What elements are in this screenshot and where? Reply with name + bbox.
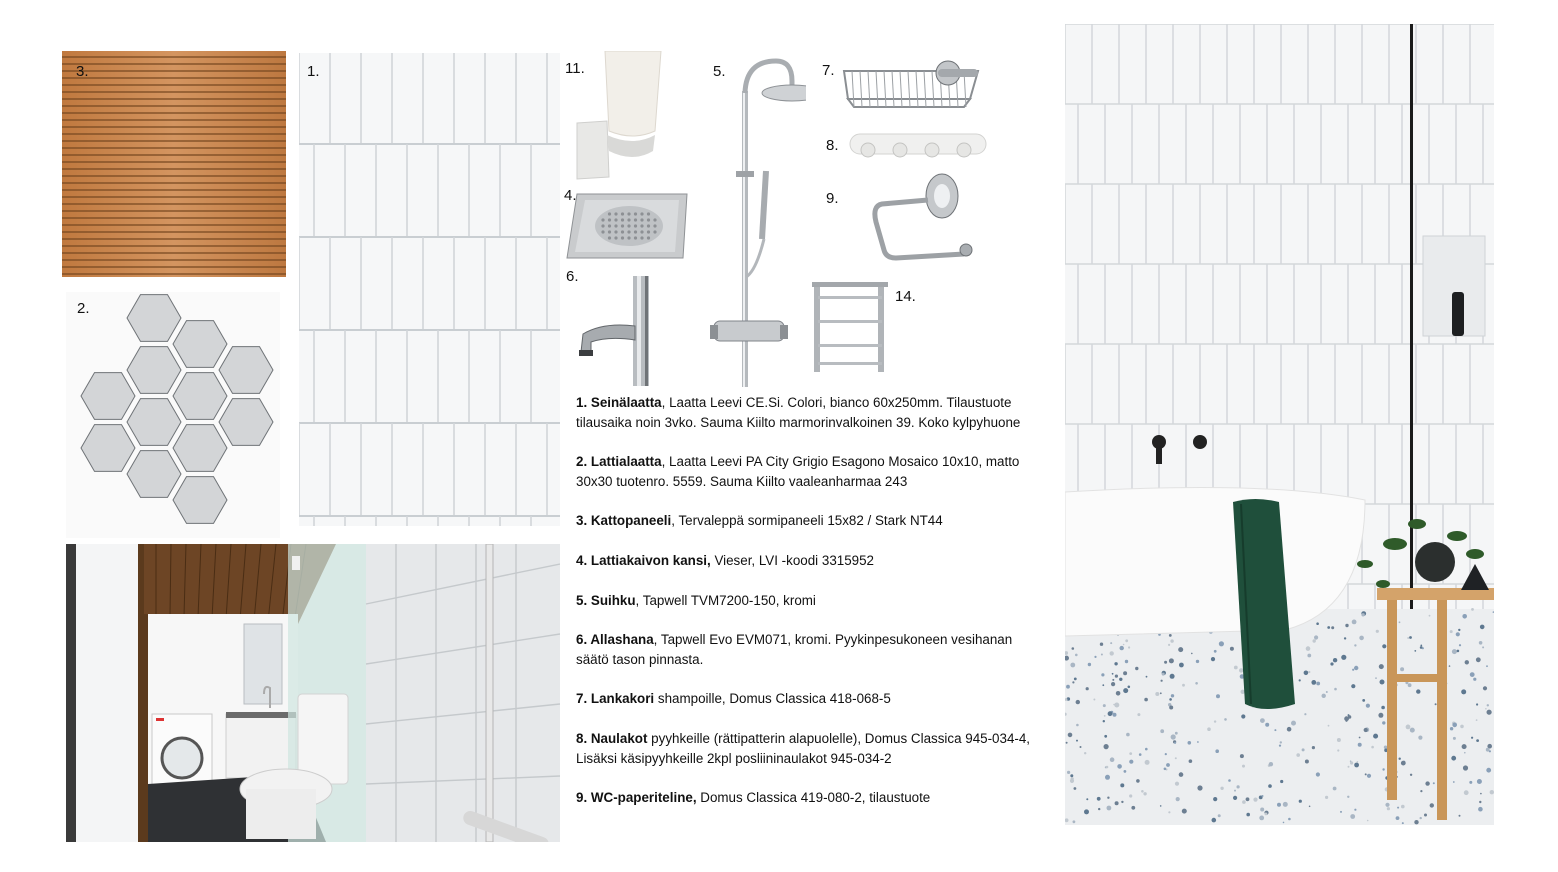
drain-cover-product	[563, 186, 689, 266]
hooks-image	[824, 128, 990, 162]
paper-holder-image	[824, 166, 990, 280]
wire-basket-product	[820, 51, 990, 121]
spec-item: 6. Allashana, Tapwell Evo EVM071, kromi. Pyykinpesukoneen vesihanan säätö tason pinnasta.	[576, 632, 1013, 667]
label-tap: 6.	[566, 268, 579, 285]
drain-cover-image	[563, 186, 689, 266]
spec-list	[576, 393, 1036, 828]
label-shower: 5.	[713, 63, 726, 80]
towel-rail-product	[804, 274, 934, 376]
label-hooks: 8.	[826, 137, 839, 154]
spec-item: 2. Lattialaatta, Laatta Leevi PA City Grigio Esagono Mosaico 10x10, matto 30x30 tuotenro. 5559. Sauma Kiilto vaaleanharmaa 243	[576, 454, 1020, 489]
spec-item: 9. WC-paperiteline, Domus Classica 419-080-2, tilaustuote	[576, 790, 931, 806]
floor-tile-swatch	[66, 292, 280, 538]
wall-tile-image	[299, 53, 560, 526]
basin-tap-image	[563, 266, 693, 386]
label-basket: 7.	[822, 62, 835, 79]
floor-tile-image	[66, 292, 280, 538]
basin-tap-product	[563, 266, 693, 386]
label-wall: 1.	[307, 63, 320, 80]
label-floor: 2.	[77, 300, 90, 317]
spec-item: 5. Suihku, Tapwell TVM7200-150, kromi	[576, 592, 816, 608]
shower-product	[706, 51, 806, 387]
label-paper: 9.	[826, 190, 839, 207]
label-towel: 14.	[895, 288, 916, 305]
ceiling-panel-swatch	[62, 51, 286, 277]
paper-holder-product	[824, 166, 990, 280]
label-light: 11.	[565, 60, 585, 77]
spec-item: 3. Kattopaneeli, Tervaleppä sormipaneeli 15x82 / Stark NT44	[576, 513, 943, 529]
spec-item: 8. Naulakot pyyhkeille (rättipatterin alapuolelle), Domus Classica 945-034-4, Lisäksi käsipyyhkeille 2kpl posliininaulakot 945-034-2	[576, 730, 1031, 766]
inspiration-photo	[1065, 24, 1494, 825]
inspiration-photo-image	[1065, 24, 1494, 825]
bathroom-render-image	[66, 544, 560, 842]
bathroom-render	[66, 544, 560, 842]
spec-item: 4. Lattiakaivon kansi, Vieser, LVI -koodi 3315952	[576, 552, 875, 568]
wall-light-product	[563, 51, 673, 181]
label-ceiling: 3.	[76, 63, 89, 80]
wire-basket-image	[820, 51, 990, 121]
shower-image	[706, 51, 806, 387]
hooks-product	[824, 128, 990, 162]
label-drain: 4.	[564, 187, 577, 204]
spec-item: 1. Seinälaatta, Laatta Leevi CE.Si. Colori, bianco 60x250mm. Tilaustuote tilausaika noin 3vko. Sauma Kiilto marmorinvalkoinen 39. Koko kylpyhuone	[576, 395, 1021, 430]
spec-item: 7. Lankakori shampoille, Domus Classica 418-068-5	[576, 691, 891, 707]
ceiling-panel-image	[62, 51, 286, 277]
wall-tile-swatch	[299, 53, 560, 526]
